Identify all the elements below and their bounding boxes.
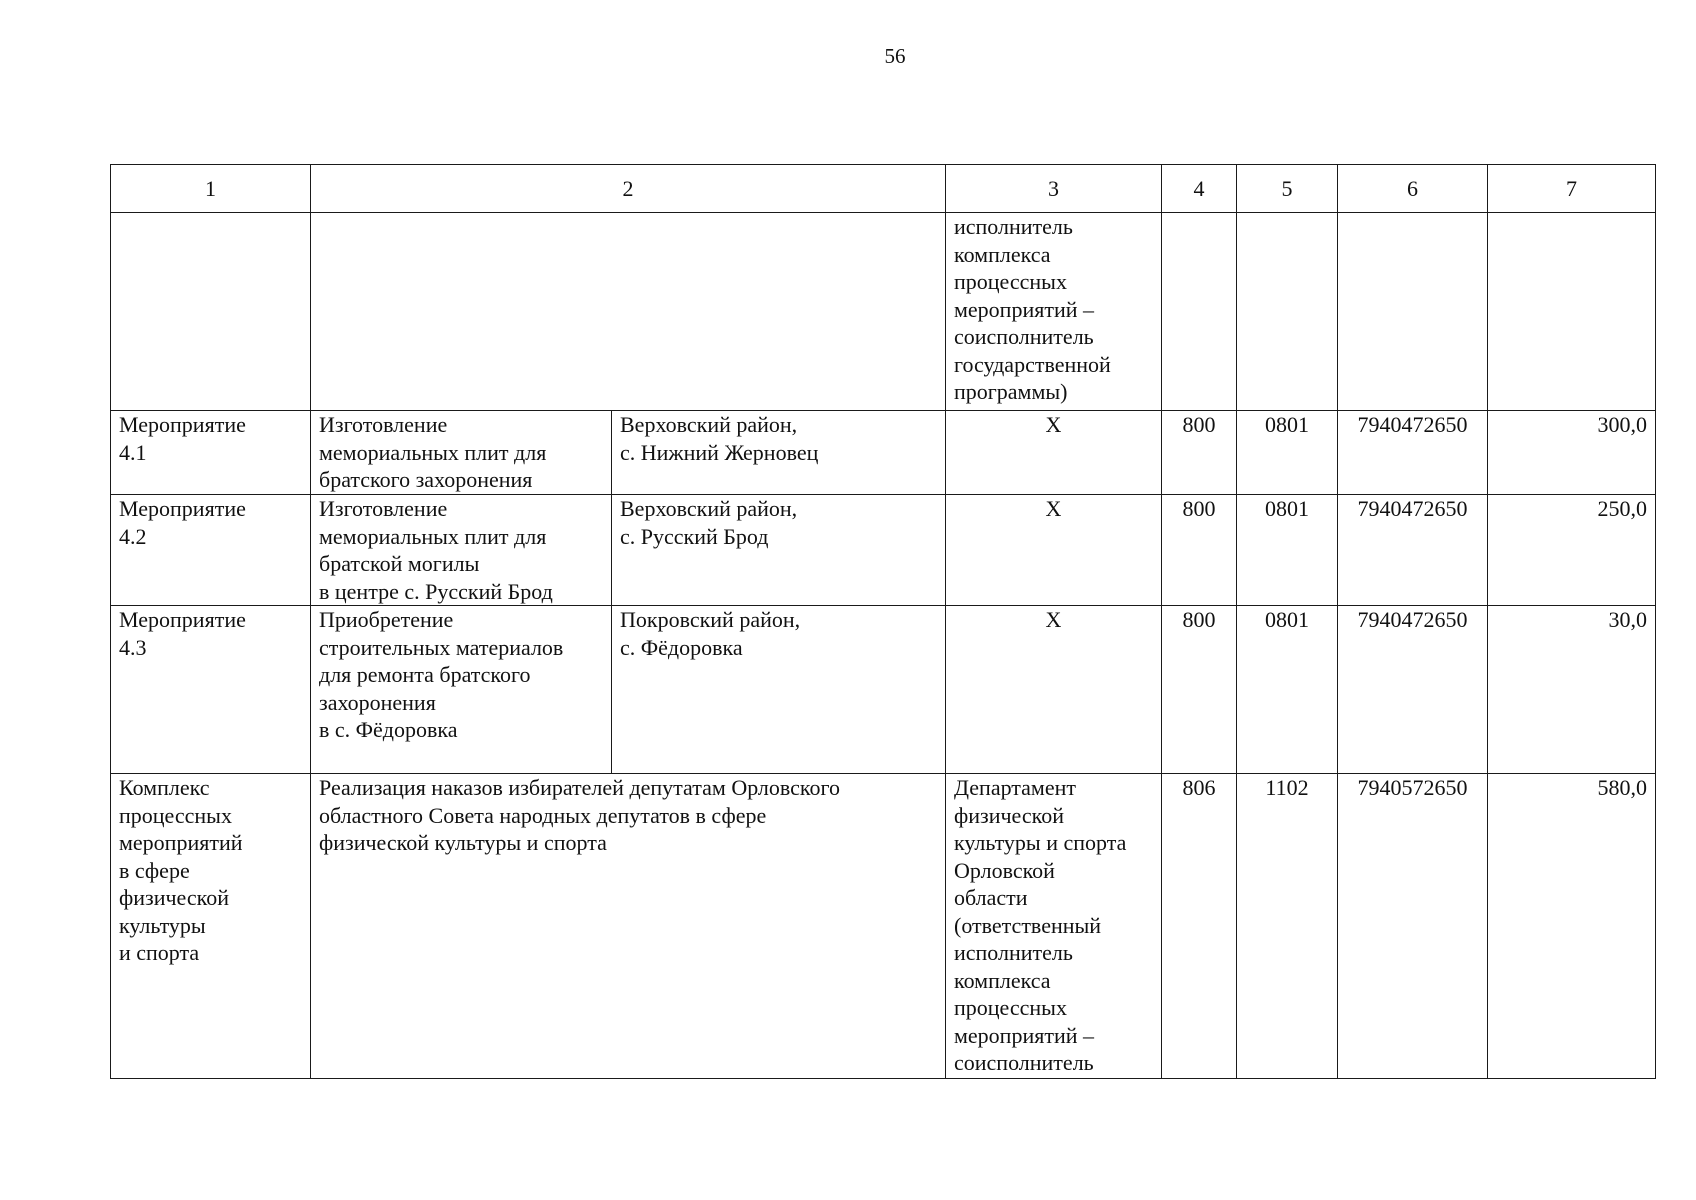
- col7-cell: 250,0: [1488, 495, 1656, 606]
- header-cell-3: 3: [946, 165, 1162, 213]
- description-cell: [311, 774, 946, 1079]
- description-text: Реализация наказов избирателей депутатам Орловского областного Совета народных депутатов в сфере физической культуры и спорта: [319, 775, 840, 855]
- table-row-continuation: [111, 213, 1656, 411]
- table-row: [111, 495, 1656, 606]
- col6-cell: 7940472650: [1338, 606, 1488, 774]
- description-cell: [311, 495, 612, 606]
- col6-cell: 7940472650: [1338, 495, 1488, 606]
- executor-cell: Х: [946, 411, 1162, 495]
- location-text: Покровский район, с. Фёдоровка: [620, 607, 801, 660]
- executor-cell: [946, 213, 1162, 411]
- executor-cell: [946, 774, 1162, 1079]
- col5-cell: 0801: [1237, 411, 1338, 495]
- header-cell-2: 2: [311, 165, 946, 213]
- col7-cell: 300,0: [1488, 411, 1656, 495]
- col4-cell: [1162, 213, 1237, 411]
- name-cell: [111, 495, 311, 606]
- header-cell-5: 5: [1237, 165, 1338, 213]
- table-row: [111, 411, 1656, 495]
- header-cell-1: 1: [111, 165, 311, 213]
- name-cell: [111, 411, 311, 495]
- table-row-complex: [111, 774, 1656, 1079]
- col6-cell: 7940572650: [1338, 774, 1488, 1079]
- col6-cell: [1338, 213, 1488, 411]
- name-text: Мероприятие 4.2: [119, 496, 246, 549]
- col7-cell: 30,0: [1488, 606, 1656, 774]
- col5-cell: 1102: [1237, 774, 1338, 1079]
- col5-cell: 0801: [1237, 495, 1338, 606]
- budget-table: [110, 164, 1656, 1079]
- col4-cell: 800: [1162, 411, 1237, 495]
- name-cell: [111, 213, 311, 411]
- executor-cell: Х: [946, 606, 1162, 774]
- col5-cell: [1237, 213, 1338, 411]
- name-text: Комплекс процессных мероприятий в сфере физической культуры и спорта: [119, 775, 243, 965]
- header-cell-4: 4: [1162, 165, 1237, 213]
- header-cell-7: 7: [1488, 165, 1656, 213]
- description-text: Изготовление мемориальных плит для братской могилы в центре с. Русский Брод: [319, 496, 553, 604]
- table-row: [111, 606, 1656, 774]
- table-header-row: [111, 165, 1656, 213]
- col4-cell: 800: [1162, 606, 1237, 774]
- location-text: Верховский район, с. Нижний Жерновец: [620, 412, 819, 465]
- col4-cell: 800: [1162, 495, 1237, 606]
- col7-cell: 580,0: [1488, 774, 1656, 1079]
- col6-cell: 7940472650: [1338, 411, 1488, 495]
- description-cell: [311, 213, 946, 411]
- name-cell: [111, 606, 311, 774]
- name-text: Мероприятие 4.3: [119, 607, 246, 660]
- col7-cell: [1488, 213, 1656, 411]
- page-number: 56: [884, 44, 906, 68]
- description-cell: [311, 411, 612, 495]
- description-text: Изготовление мемориальных плит для братского захоронения: [319, 412, 547, 492]
- header-cell-6: 6: [1338, 165, 1488, 213]
- description-cell: [311, 606, 612, 774]
- name-text: Мероприятие 4.1: [119, 412, 246, 465]
- col4-cell: 806: [1162, 774, 1237, 1079]
- executor-text: исполнитель комплекса процессных мероприятий – соисполнитель государственной программы): [954, 214, 1111, 404]
- location-cell: [612, 606, 946, 774]
- location-cell: [612, 495, 946, 606]
- location-text: Верховский район, с. Русский Брод: [620, 496, 798, 549]
- executor-text: Департамент физической культуры и спорта Орловской области (ответственный исполнитель комплекса процессных мероприятий – соисполнитель: [954, 775, 1127, 1075]
- description-text: Приобретение строительных материалов для ремонта братского захоронения в с. Фёдоровка: [319, 607, 564, 742]
- col5-cell: 0801: [1237, 606, 1338, 774]
- executor-cell: Х: [946, 495, 1162, 606]
- location-cell: [612, 411, 946, 495]
- name-cell: [111, 774, 311, 1079]
